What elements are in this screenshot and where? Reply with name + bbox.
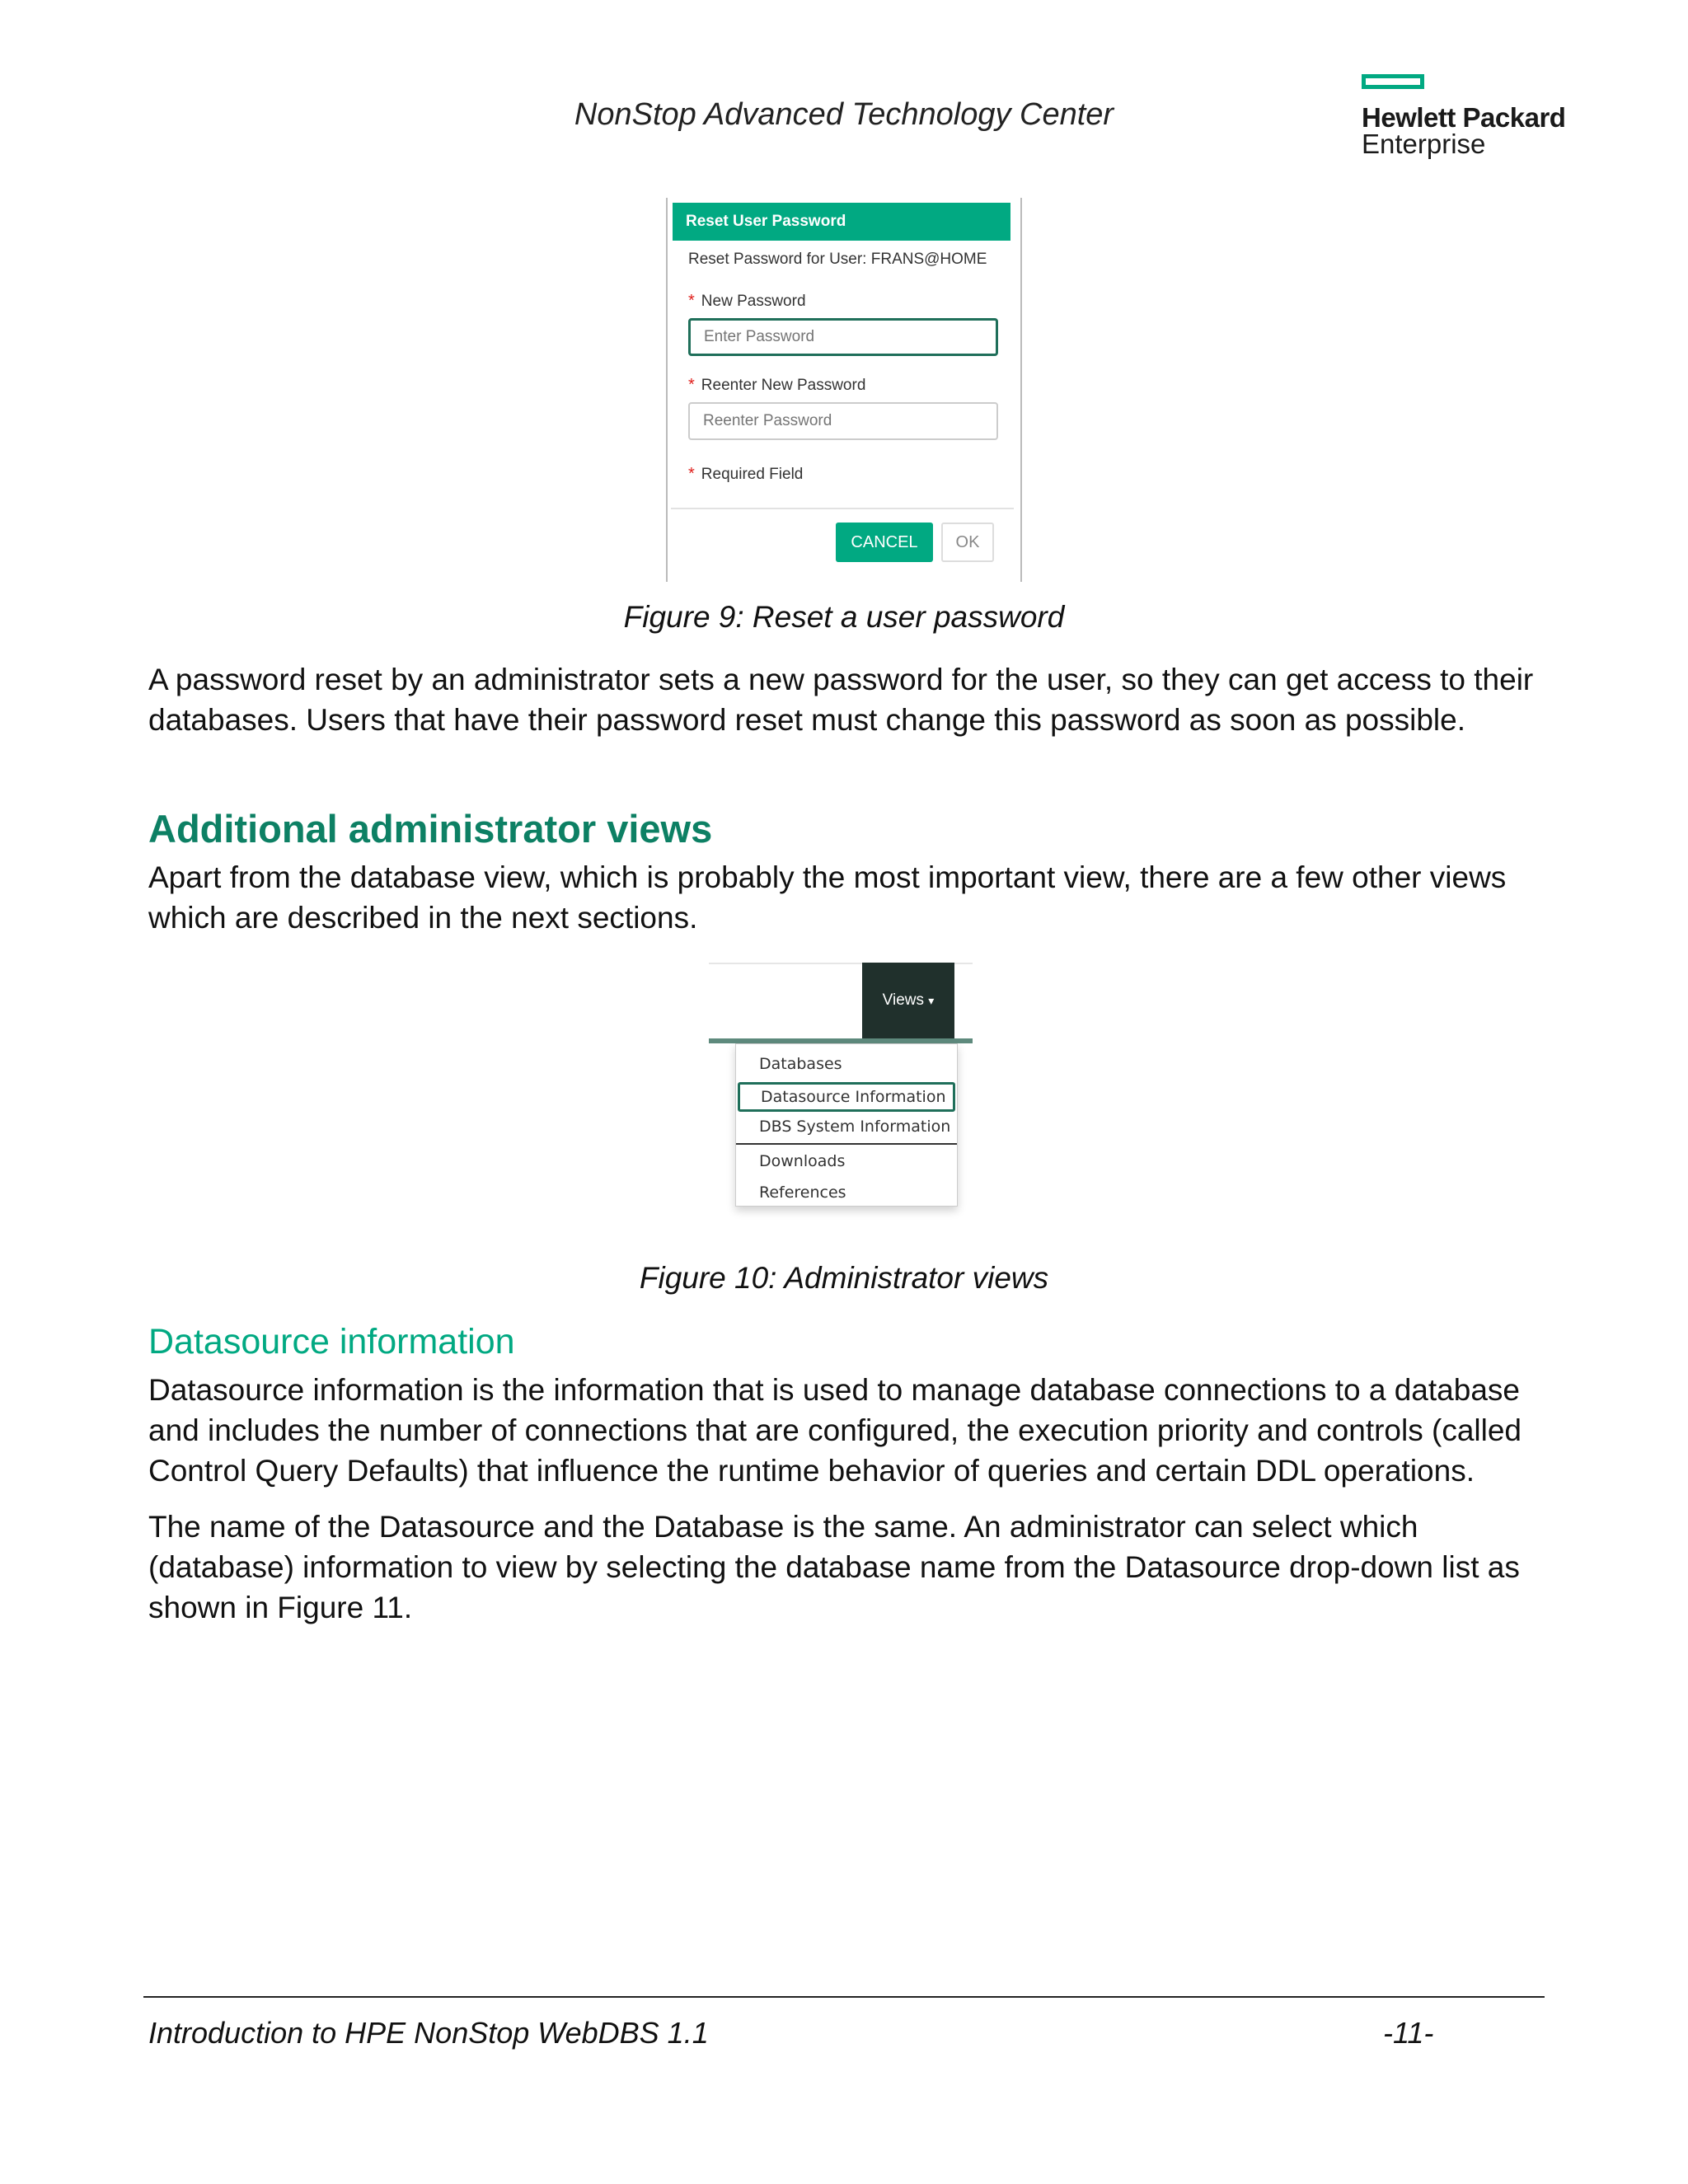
paragraph-datasource-1: Datasource information is the information that is used to manage database connections to a database and includes the number of connections that are configured, the execution priority and controls (called Control Query Defaults) that influence the runtime behavior of queries and certain DDL operations.	[148, 1373, 1522, 1488]
required-field-note	[688, 465, 803, 484]
views-nav-button[interactable]	[862, 963, 954, 1038]
required-field-text: Required Field	[701, 466, 804, 483]
caret-down-icon: ▾	[928, 994, 935, 1007]
menu-item-dbs-system-information[interactable]: DBS System Information	[759, 1118, 951, 1136]
dialog-subtitle: Reset Password for User: FRANS@HOME	[688, 251, 987, 268]
new-password-label-text: New Password	[701, 293, 806, 310]
hpe-logo-line2: Enterprise	[1362, 129, 1486, 159]
footer-page-number: -11-	[1383, 2016, 1434, 2050]
figure9-caption: Figure 9: Reset a user password	[623, 600, 1065, 634]
views-nav-label: Views	[882, 991, 925, 1009]
paragraph-datasource-2: The name of the Datasource and the Database is the same. An administrator can select which (database) information to view by selecting the database name from the Datasource drop-down list as shown in Figure 11.	[148, 1510, 1520, 1624]
required-asterisk: *	[688, 376, 695, 394]
figure10-caption: Figure 10: Administrator views	[639, 1261, 1049, 1295]
footer-document-title: Introduction to HPE NonStop WebDBS 1.1	[148, 2016, 709, 2050]
reset-password-dialog	[666, 198, 1022, 582]
new-password-label	[688, 292, 806, 311]
views-dropdown-menu	[735, 1043, 958, 1207]
menu-item-references[interactable]: References	[759, 1183, 846, 1202]
cancel-button[interactable]: CANCEL	[836, 523, 933, 562]
reenter-password-input[interactable]	[688, 402, 998, 440]
reenter-password-label	[688, 376, 865, 395]
dialog-footer-divider	[671, 508, 1014, 509]
views-menu-figure	[709, 963, 973, 1210]
hpe-logo	[1362, 74, 1568, 165]
menu-item-downloads[interactable]: Downloads	[759, 1152, 846, 1170]
menu-item-databases[interactable]: Databases	[759, 1055, 842, 1073]
running-header-title: NonStop Advanced Technology Center	[574, 97, 1114, 132]
ok-button[interactable]: OK	[941, 523, 994, 562]
new-password-input[interactable]	[688, 318, 998, 356]
footer-rule	[143, 1996, 1545, 1998]
hpe-logo-line1: Hewlett Packard	[1362, 102, 1566, 133]
dialog-title: Reset User Password	[673, 203, 1010, 241]
menu-item-datasource-information[interactable]: Datasource Information	[738, 1082, 955, 1112]
required-asterisk: *	[688, 465, 695, 483]
section-heading-datasource-information: Datasource information	[148, 1322, 515, 1361]
paragraph-password-reset: A password reset by an administrator sets a new password for the user, so they can get access to their databases. Users that have their password reset must change this password as soon as possible.	[148, 663, 1534, 737]
reenter-password-label-text: Reenter New Password	[701, 377, 866, 394]
required-asterisk: *	[688, 292, 695, 310]
section-heading-admin-views: Additional administrator views	[148, 807, 713, 851]
paragraph-admin-views: Apart from the database view, which is probably the most important view, there are a few other views which are described in the next sections.	[148, 860, 1507, 935]
hpe-logo-bar-icon	[1362, 74, 1424, 89]
menu-divider	[736, 1143, 957, 1145]
